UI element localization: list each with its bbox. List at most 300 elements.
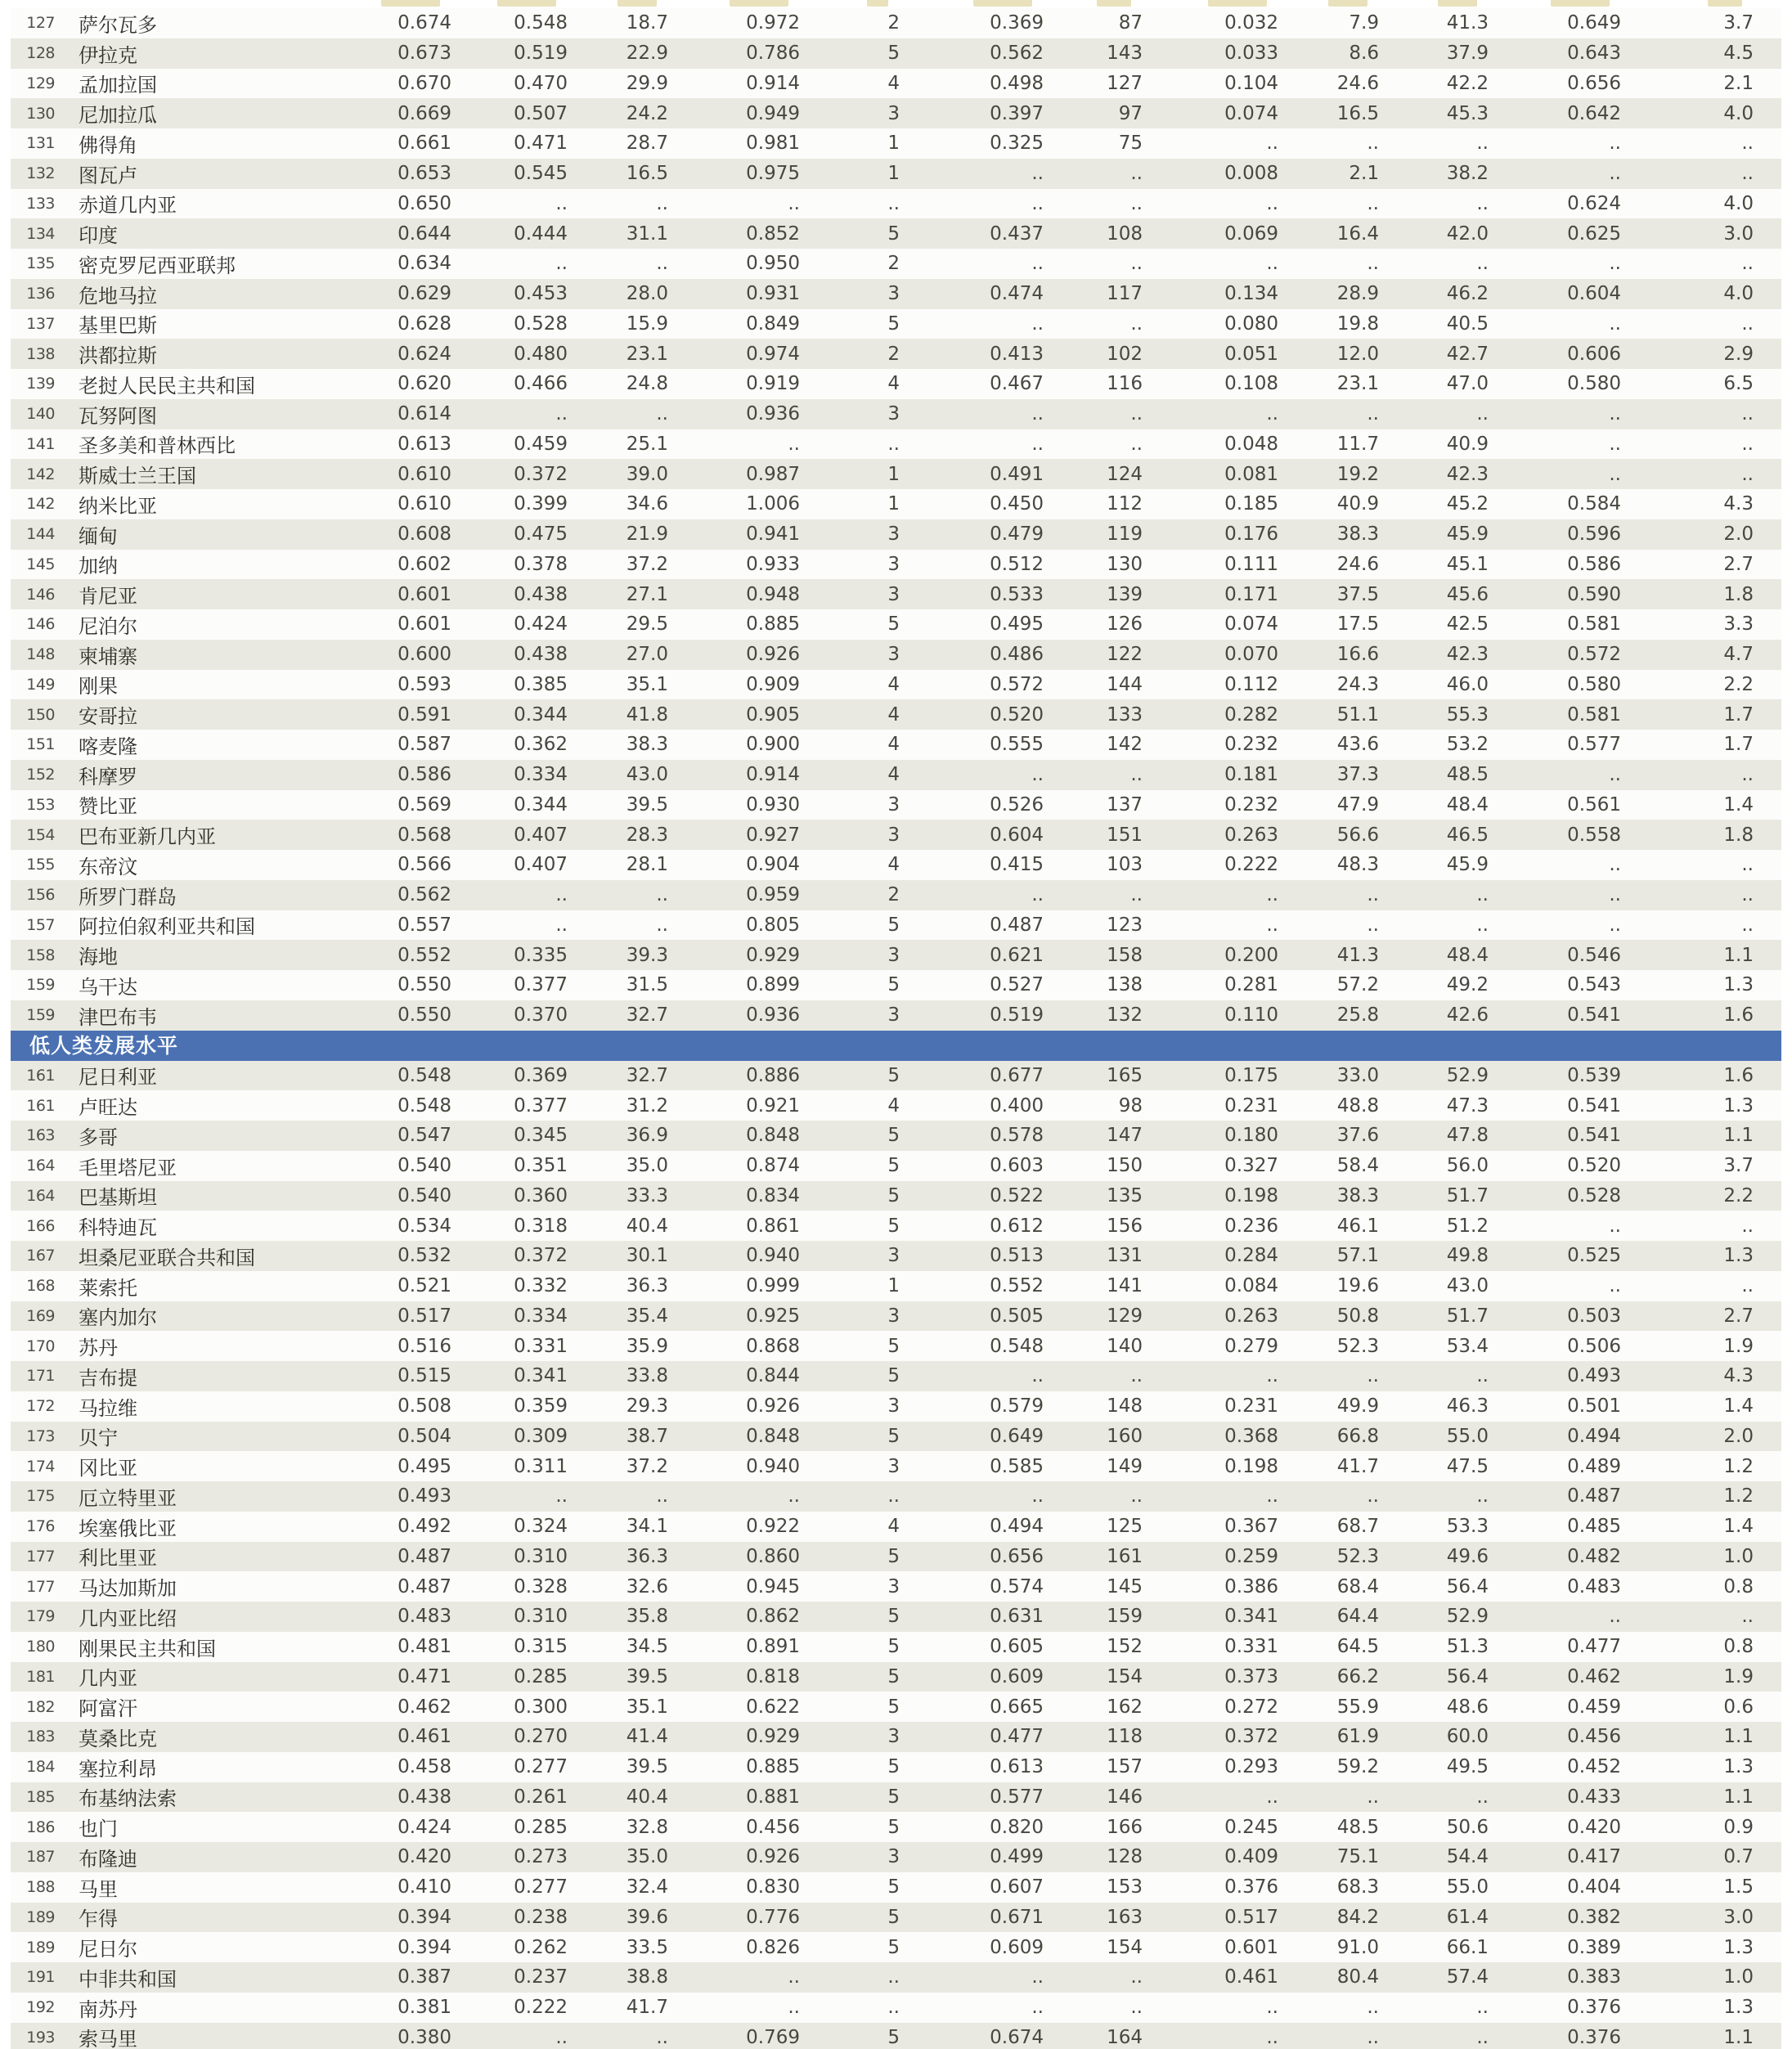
value-cell: 0.175 xyxy=(1224,1064,1278,1086)
value-cell: 53.2 xyxy=(1446,734,1489,756)
value-cell: 0.281 xyxy=(1224,974,1278,996)
country-cell: 刚果 xyxy=(79,675,118,699)
value-cell: 0.456 xyxy=(1567,1726,1621,1748)
value-cell: 51.3 xyxy=(1446,1636,1489,1658)
value-cell: 0.084 xyxy=(1224,1275,1278,1297)
value-cell: 0.608 xyxy=(397,523,451,546)
table-row xyxy=(11,579,1781,609)
country-cell: 科摩罗 xyxy=(79,765,137,789)
value-cell: 60.0 xyxy=(1446,1726,1489,1748)
value-cell: 0.231 xyxy=(1224,1395,1278,1418)
value-cell: 56.4 xyxy=(1446,1665,1489,1687)
country-cell: 肯尼亚 xyxy=(79,585,137,609)
value-cell: 0.231 xyxy=(1224,1094,1278,1117)
value-cell: .. xyxy=(1130,163,1143,185)
value-cell: .. xyxy=(1367,192,1379,214)
value-cell: 34.1 xyxy=(626,1516,668,1538)
table-row xyxy=(11,1181,1781,1211)
value-cell: 3 xyxy=(887,1575,900,1597)
value-cell: 1.6 xyxy=(1723,1064,1754,1086)
value-cell: 31.5 xyxy=(626,974,668,996)
value-cell: 24.6 xyxy=(1336,553,1379,575)
value-cell: .. xyxy=(1609,1606,1621,1628)
value-cell: 0.548 xyxy=(397,1094,451,1117)
column-mark xyxy=(867,0,888,7)
value-cell: 36.3 xyxy=(626,1545,668,1567)
value-cell: 0.600 xyxy=(397,644,451,666)
value-cell: 4 xyxy=(887,703,900,726)
value-cell: 5 xyxy=(887,1606,900,1628)
value-cell: 30.1 xyxy=(626,1245,668,1267)
value-cell: 40.4 xyxy=(626,1215,668,1237)
value-cell: 0.844 xyxy=(746,1365,800,1387)
value-cell: 4.0 xyxy=(1723,192,1754,214)
value-cell: 53.4 xyxy=(1446,1335,1489,1357)
column-mark xyxy=(1097,0,1131,7)
country-cell: 南苏丹 xyxy=(79,1997,137,2021)
table-row xyxy=(11,1331,1781,1361)
column-mark xyxy=(1708,0,1742,7)
value-cell: 5 xyxy=(887,1876,900,1898)
value-cell: 0.185 xyxy=(1224,493,1278,515)
value-cell: .. xyxy=(1367,1365,1379,1387)
value-cell: 51.2 xyxy=(1446,1215,1489,1237)
value-cell: .. xyxy=(1476,914,1489,936)
value-cell: 146 xyxy=(1107,1786,1143,1808)
country-cell: 柬埔寨 xyxy=(79,645,137,668)
value-cell: 0.820 xyxy=(990,1816,1044,1838)
value-cell: 0.315 xyxy=(514,1636,568,1658)
value-cell: 0.493 xyxy=(397,1485,451,1508)
country-cell: 卢旺达 xyxy=(79,1096,137,1120)
value-cell: 37.2 xyxy=(626,553,668,575)
country-cell: 佛得角 xyxy=(79,133,137,157)
value-cell: .. xyxy=(1130,1485,1143,1508)
country-cell: 布隆迪 xyxy=(79,1847,137,1871)
value-cell: 24.3 xyxy=(1336,673,1379,695)
value-cell: .. xyxy=(1609,463,1621,485)
value-cell: 41.7 xyxy=(626,1997,668,2019)
value-cell: 3 xyxy=(887,283,900,305)
value-cell: 135 xyxy=(1107,1184,1143,1206)
value-cell: 0.309 xyxy=(514,1425,568,1447)
value-cell: 0.580 xyxy=(1567,373,1621,395)
rank-cell: 133 xyxy=(26,194,55,213)
value-cell: 0.558 xyxy=(1567,824,1621,846)
value-cell: 0.649 xyxy=(1567,12,1621,34)
top-strip-cell xyxy=(1489,0,1621,8)
value-cell: 47.8 xyxy=(1446,1125,1489,1147)
value-cell: 0.407 xyxy=(514,824,568,846)
value-cell: 117 xyxy=(1107,283,1143,305)
value-cell: 0.609 xyxy=(990,1936,1044,1958)
table-row xyxy=(11,850,1781,880)
country-cell: 喀麦隆 xyxy=(79,735,137,758)
value-cell: 0.112 xyxy=(1224,673,1278,695)
table-row xyxy=(11,459,1781,489)
value-cell: 3 xyxy=(887,1846,900,1868)
value-cell: 23.1 xyxy=(626,343,668,365)
value-cell: 0.459 xyxy=(514,433,568,455)
value-cell: 2.1 xyxy=(1723,72,1754,94)
value-cell: 42.7 xyxy=(1446,343,1489,365)
value-cell: 5 xyxy=(887,43,900,65)
value-cell: 130 xyxy=(1107,553,1143,575)
value-cell: 3.7 xyxy=(1723,12,1754,34)
value-cell: 2 xyxy=(887,884,900,906)
value-cell: 1.9 xyxy=(1723,1665,1754,1687)
table-row xyxy=(11,249,1781,279)
value-cell: 0.562 xyxy=(397,884,451,906)
value-cell: 0.805 xyxy=(746,914,800,936)
value-cell: 0.826 xyxy=(746,1936,800,1958)
value-cell: 0.180 xyxy=(1224,1125,1278,1147)
rank-cell: 175 xyxy=(26,1487,55,1506)
table-row xyxy=(11,820,1781,850)
value-cell: 0.656 xyxy=(990,1545,1044,1567)
value-cell: 0.927 xyxy=(746,824,800,846)
value-cell: 0.586 xyxy=(1567,553,1621,575)
value-cell: 0.948 xyxy=(746,583,800,605)
column-mark xyxy=(1328,0,1368,7)
value-cell: 35.0 xyxy=(626,1846,668,1868)
value-cell: 0.959 xyxy=(746,884,800,906)
value-cell: .. xyxy=(1476,192,1489,214)
value-cell: 0.459 xyxy=(1567,1696,1621,1718)
value-cell: 28.7 xyxy=(626,133,668,155)
value-cell: 0.926 xyxy=(746,644,800,666)
value-cell: 0.522 xyxy=(990,1184,1044,1206)
value-cell: 0.899 xyxy=(746,974,800,996)
value-cell: 29.9 xyxy=(626,72,668,94)
value-cell: 66.2 xyxy=(1336,1665,1379,1687)
value-cell: .. xyxy=(788,433,800,455)
value-cell: 0.262 xyxy=(514,1936,568,1958)
value-cell: 122 xyxy=(1107,644,1143,666)
value-cell: 3 xyxy=(887,1726,900,1748)
value-cell: .. xyxy=(1741,433,1754,455)
value-cell: 40.9 xyxy=(1336,493,1379,515)
value-cell: 157 xyxy=(1107,1756,1143,1778)
value-cell: 0.382 xyxy=(1567,1906,1621,1928)
value-cell: 0.438 xyxy=(397,1786,451,1808)
value-cell: 0.487 xyxy=(397,1545,451,1567)
value-cell: 64.5 xyxy=(1336,1636,1379,1658)
value-cell: 5 xyxy=(887,1696,900,1718)
value-cell: 0.263 xyxy=(1224,1305,1278,1327)
value-cell: 0.562 xyxy=(990,43,1044,65)
table-row xyxy=(11,1361,1781,1391)
value-cell: 11.7 xyxy=(1336,433,1379,455)
rank-cell: 193 xyxy=(26,2028,55,2047)
country-cell: 尼泊尔 xyxy=(79,614,137,638)
country-cell: 马里 xyxy=(79,1877,118,1901)
country-cell: 也门 xyxy=(79,1818,118,1841)
value-cell: 56.6 xyxy=(1336,824,1379,846)
value-cell: 24.2 xyxy=(626,102,668,124)
table-row xyxy=(11,1121,1781,1151)
value-cell: 4.3 xyxy=(1723,1365,1754,1387)
value-cell: 0.557 xyxy=(397,914,451,936)
value-cell: 166 xyxy=(1107,1816,1143,1838)
column-mark xyxy=(1551,0,1610,7)
value-cell: 66.1 xyxy=(1446,1936,1489,1958)
value-cell: 97 xyxy=(1118,102,1143,124)
value-cell: 3 xyxy=(887,1245,900,1267)
value-cell: .. xyxy=(1130,403,1143,425)
value-cell: 0.885 xyxy=(746,613,800,636)
value-cell: 0.550 xyxy=(397,1004,451,1027)
value-cell: 5 xyxy=(887,1064,900,1086)
value-cell: 0.134 xyxy=(1224,283,1278,305)
value-cell: 0.625 xyxy=(1567,222,1621,245)
value-cell: 0.376 xyxy=(1224,1876,1278,1898)
value-cell: .. xyxy=(555,884,568,906)
value-cell: 1.2 xyxy=(1723,1485,1754,1508)
value-cell: 52.3 xyxy=(1336,1545,1379,1567)
top-strip-cell xyxy=(1044,0,1143,8)
value-cell: 0.512 xyxy=(990,553,1044,575)
value-cell: 2 xyxy=(887,253,900,275)
value-cell: 0.936 xyxy=(746,1004,800,1027)
value-cell: 0.613 xyxy=(397,433,451,455)
value-cell: 22.9 xyxy=(626,43,668,65)
value-cell: 0.438 xyxy=(514,644,568,666)
value-cell: .. xyxy=(656,253,668,275)
value-cell: 159 xyxy=(1107,1606,1143,1628)
rank-cell: 153 xyxy=(26,795,55,814)
value-cell: 0.868 xyxy=(746,1335,800,1357)
value-cell: 154 xyxy=(1107,1936,1143,1958)
value-cell: 27.1 xyxy=(626,583,668,605)
value-cell: 0.311 xyxy=(514,1455,568,1477)
value-cell: 1.2 xyxy=(1723,1455,1754,1477)
rank-cell: 156 xyxy=(26,886,55,905)
value-cell: 0.498 xyxy=(990,72,1044,94)
value-cell: 0.080 xyxy=(1224,312,1278,335)
value-cell: .. xyxy=(656,1485,668,1508)
table-row xyxy=(11,489,1781,519)
value-cell: 0.335 xyxy=(514,944,568,966)
value-cell: 153 xyxy=(1107,1876,1143,1898)
value-cell: .. xyxy=(656,884,668,906)
value-cell: 0.051 xyxy=(1224,343,1278,365)
table-row xyxy=(11,1962,1781,1993)
value-cell: 1 xyxy=(887,133,900,155)
value-cell: .. xyxy=(1741,1606,1754,1628)
value-cell: 0.677 xyxy=(990,1064,1044,1086)
value-cell: .. xyxy=(1609,854,1621,876)
value-cell: 1.1 xyxy=(1723,1726,1754,1748)
rank-cell: 164 xyxy=(26,1157,55,1175)
value-cell: 5 xyxy=(887,1425,900,1447)
value-cell: 1.3 xyxy=(1723,1936,1754,1958)
rank-cell: 151 xyxy=(26,735,55,754)
value-cell: 0.861 xyxy=(746,1215,800,1237)
value-cell: .. xyxy=(656,403,668,425)
value-cell: 0.941 xyxy=(746,523,800,546)
value-cell: 0.461 xyxy=(397,1726,451,1748)
value-cell: 61.4 xyxy=(1446,1906,1489,1928)
value-cell: 0.612 xyxy=(990,1215,1044,1237)
value-cell: 129 xyxy=(1107,1305,1143,1327)
value-cell: 3 xyxy=(887,1395,900,1418)
rank-cell: 182 xyxy=(26,1697,55,1716)
country-cell: 莱索托 xyxy=(79,1276,137,1300)
value-cell: 0.415 xyxy=(990,854,1044,876)
value-cell: .. xyxy=(1741,1215,1754,1237)
value-cell: 33.8 xyxy=(626,1365,668,1387)
value-cell: 4 xyxy=(887,673,900,695)
value-cell: .. xyxy=(1741,312,1754,335)
table-row xyxy=(11,8,1781,38)
value-cell: 0.310 xyxy=(514,1606,568,1628)
value-cell: 0.900 xyxy=(746,734,800,756)
value-cell: 125 xyxy=(1107,1516,1143,1538)
value-cell: 0.848 xyxy=(746,1425,800,1447)
value-cell: 0.929 xyxy=(746,1726,800,1748)
value-cell: 3 xyxy=(887,644,900,666)
value-cell: 151 xyxy=(1107,824,1143,846)
value-cell: 56.4 xyxy=(1446,1575,1489,1597)
country-cell: 津巴布韦 xyxy=(79,1005,157,1029)
table-row xyxy=(11,940,1781,970)
value-cell: 0.362 xyxy=(514,734,568,756)
value-cell: 0.601 xyxy=(397,613,451,636)
value-cell: 32.8 xyxy=(626,1816,668,1838)
top-strip-cell xyxy=(1754,0,1781,8)
country-cell: 巴布亚新几内亚 xyxy=(79,825,216,849)
rank-cell: 150 xyxy=(26,705,55,724)
value-cell: 156 xyxy=(1107,1215,1143,1237)
value-cell: 0.665 xyxy=(990,1696,1044,1718)
value-cell: 0.881 xyxy=(746,1786,800,1808)
rank-cell: 149 xyxy=(26,675,55,694)
value-cell: 0.643 xyxy=(1567,43,1621,65)
value-cell: 1.3 xyxy=(1723,974,1754,996)
value-cell: 3.3 xyxy=(1723,613,1754,636)
value-cell: .. xyxy=(1031,433,1044,455)
value-cell: 0.606 xyxy=(1567,343,1621,365)
value-cell: 0.458 xyxy=(397,1756,451,1778)
value-cell: 0.539 xyxy=(1567,1064,1621,1086)
country-cell: 海地 xyxy=(79,946,118,969)
value-cell: 1.0 xyxy=(1723,1545,1754,1567)
value-cell: 0.279 xyxy=(1224,1335,1278,1357)
value-cell: 0.420 xyxy=(1567,1816,1621,1838)
value-cell: 4 xyxy=(887,854,900,876)
value-cell: 0.285 xyxy=(514,1665,568,1687)
rank-cell: 184 xyxy=(26,1758,55,1777)
rank-cell: 189 xyxy=(26,1938,55,1957)
value-cell: .. xyxy=(1130,253,1143,275)
rank-cell: 148 xyxy=(26,645,55,664)
value-cell: 0.481 xyxy=(397,1636,451,1658)
value-cell: 0.596 xyxy=(1567,523,1621,546)
value-cell: .. xyxy=(788,1997,800,2019)
value-cell: 0.604 xyxy=(1567,283,1621,305)
value-cell: 1.4 xyxy=(1723,793,1754,816)
table-row xyxy=(11,790,1781,820)
value-cell: 52.9 xyxy=(1446,1064,1489,1086)
value-cell: 1.1 xyxy=(1723,1786,1754,1808)
value-cell: 0.981 xyxy=(746,133,800,155)
value-cell: 5 xyxy=(887,1756,900,1778)
value-cell: 0.584 xyxy=(1567,493,1621,515)
value-cell: 0.624 xyxy=(1567,192,1621,214)
value-cell: 45.9 xyxy=(1446,854,1489,876)
value-cell: 0.614 xyxy=(397,403,451,425)
value-cell: .. xyxy=(1031,884,1044,906)
value-cell: 38.3 xyxy=(1336,1184,1379,1206)
value-cell: 0.477 xyxy=(1567,1636,1621,1658)
value-cell: 0.351 xyxy=(514,1155,568,1177)
rank-cell: 173 xyxy=(26,1427,55,1445)
value-cell: 0.852 xyxy=(746,222,800,245)
value-cell: 40.9 xyxy=(1446,433,1489,455)
table-row xyxy=(11,1151,1781,1181)
value-cell: 0.548 xyxy=(990,1335,1044,1357)
value-cell: 0.493 xyxy=(1567,1365,1621,1387)
value-cell: 35.1 xyxy=(626,673,668,695)
value-cell: 0.369 xyxy=(990,12,1044,34)
value-cell: 37.5 xyxy=(1336,583,1379,605)
value-cell: 0.380 xyxy=(397,2026,451,2048)
top-strip-cell xyxy=(900,0,1044,8)
value-cell: 0.372 xyxy=(514,463,568,485)
table-row xyxy=(11,1301,1781,1332)
value-cell: 0.674 xyxy=(397,12,451,34)
value-cell: 0.331 xyxy=(514,1335,568,1357)
top-strip-cell xyxy=(1379,0,1489,8)
value-cell: 0.222 xyxy=(514,1997,568,2019)
top-strip-cell xyxy=(11,0,55,8)
country-cell: 埃塞俄比亚 xyxy=(79,1517,177,1540)
value-cell: 49.6 xyxy=(1446,1545,1489,1567)
value-cell: 0.285 xyxy=(514,1816,568,1838)
table-row xyxy=(11,369,1781,399)
column-mark xyxy=(730,0,788,7)
value-cell: 35.9 xyxy=(626,1335,668,1357)
value-cell: 4.0 xyxy=(1723,102,1754,124)
value-cell: 3 xyxy=(887,824,900,846)
value-cell: 0.527 xyxy=(990,974,1044,996)
value-cell: .. xyxy=(887,433,900,455)
rank-cell: 140 xyxy=(26,405,55,424)
value-cell: .. xyxy=(1130,192,1143,214)
table-row xyxy=(11,1481,1781,1512)
rank-cell: 163 xyxy=(26,1126,55,1145)
value-cell: 57.4 xyxy=(1446,1966,1489,1988)
value-cell: 68.3 xyxy=(1336,1876,1379,1898)
value-cell: 0.525 xyxy=(1567,1245,1621,1267)
value-cell: 0.370 xyxy=(514,1004,568,1027)
table-row xyxy=(11,970,1781,1000)
value-cell: 0.232 xyxy=(1224,793,1278,816)
value-cell: 48.4 xyxy=(1446,944,1489,966)
country-cell: 冈比亚 xyxy=(79,1457,137,1481)
country-cell: 赞比亚 xyxy=(79,795,137,819)
value-cell: 0.385 xyxy=(514,673,568,695)
value-cell: 39.5 xyxy=(626,793,668,816)
value-cell: 55.9 xyxy=(1336,1696,1379,1718)
value-cell: 0.261 xyxy=(514,1786,568,1808)
value-cell: 48.5 xyxy=(1446,764,1489,786)
value-cell: 0.541 xyxy=(1567,1094,1621,1117)
value-cell: 128 xyxy=(1107,1846,1143,1868)
value-cell: 0.547 xyxy=(397,1125,451,1147)
value-cell: .. xyxy=(1741,764,1754,786)
